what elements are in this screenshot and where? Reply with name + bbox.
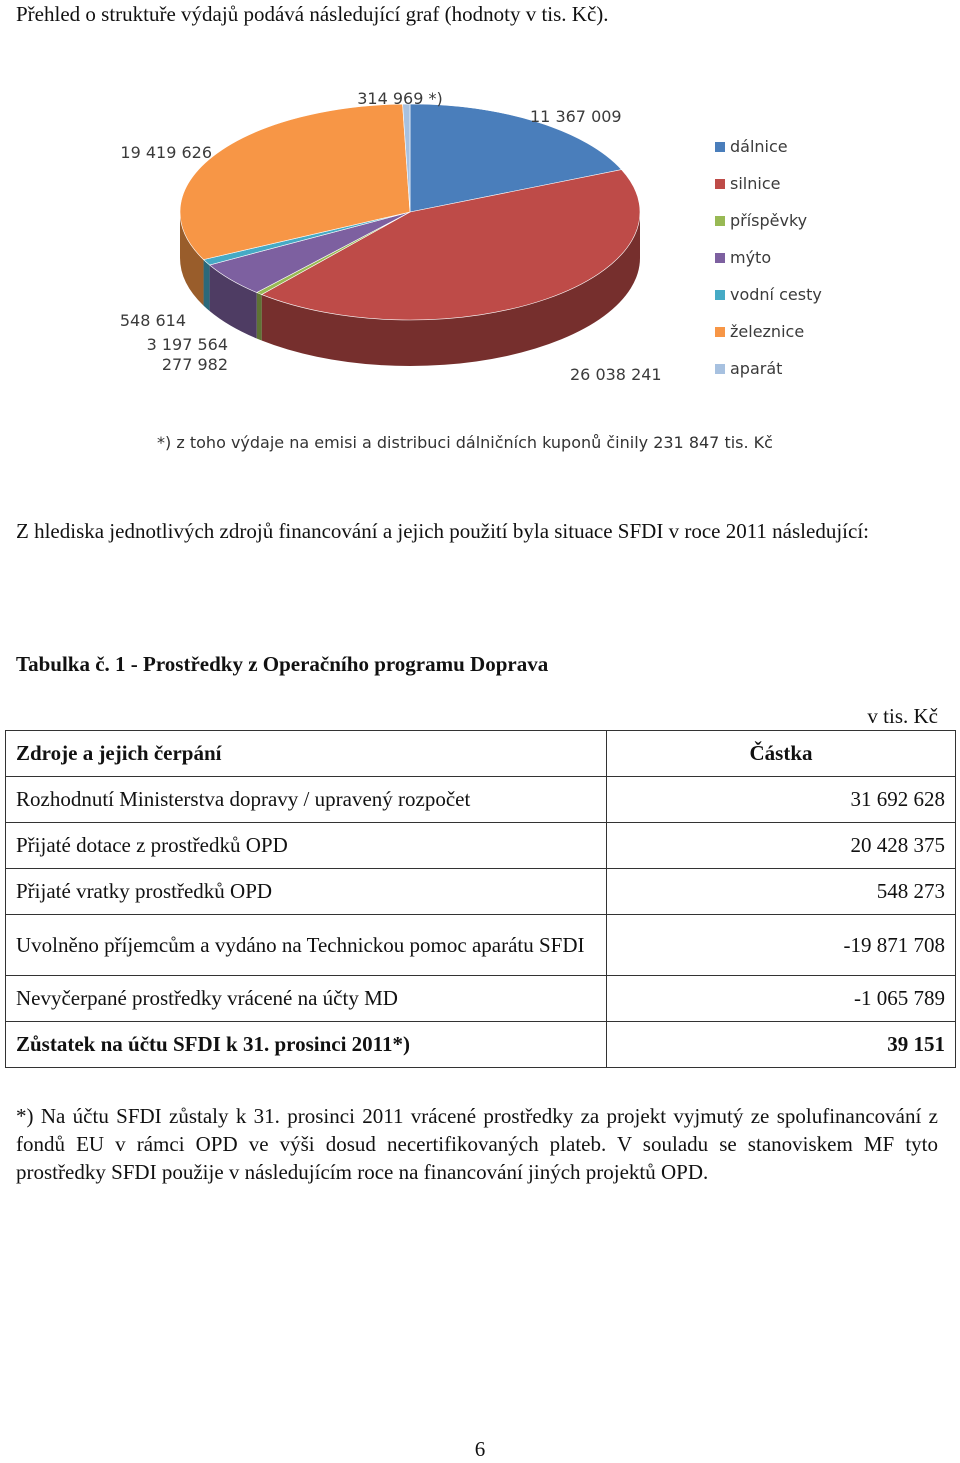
row-label: Přijaté dotace z prostředků OPD [6, 823, 607, 869]
table-header-row [6, 731, 956, 777]
funding-paragraph: Z hlediska jednotlivých zdrojů financování a jejich použití byla situace SFDI v roce 2011 následující: [16, 519, 869, 543]
row-value: 31 692 628 [607, 777, 956, 823]
row-label: Uvolněno příjemcům a vydáno na Technickou pomoc aparátu SFDI [6, 915, 607, 976]
row-value: 39 151 [607, 1022, 956, 1068]
data-label-3: 3 197 564 [146, 335, 228, 354]
row-value: -19 871 708 [607, 915, 956, 976]
legend-swatch-0 [715, 142, 725, 152]
data-label-0: 11 367 009 [530, 107, 622, 126]
legend-label-4: vodní cesty [730, 285, 822, 304]
pie-layer [180, 104, 640, 366]
row-label: Rozhodnutí Ministerstva dopravy / upravený rozpočet [6, 777, 607, 823]
row-label: Zůstatek na účtu SFDI k 31. prosinci 2011*) [6, 1022, 607, 1068]
header-sources: Zdroje a jejich čerpání [6, 731, 607, 777]
row-value: 548 273 [607, 869, 956, 915]
chart-footnote: *) z toho výdaje na emisi a distribuci dálničních kuponů činily 231 847 tis. Kč [157, 433, 773, 452]
legend-label-3: mýto [730, 248, 772, 267]
slice-side-2 [257, 293, 262, 341]
legend-swatch-2 [715, 216, 725, 226]
data-label-6: 314 969 *) [357, 89, 443, 108]
row-value: -1 065 789 [607, 976, 956, 1022]
row-label: Nevyčerpané prostředky vrácené na účty MD [6, 976, 607, 1022]
slice-side-4 [204, 260, 210, 311]
opd-funds-table [5, 730, 956, 1068]
data-label-2: 277 982 [161, 355, 228, 374]
legend-label-6: aparát [730, 359, 783, 378]
data-label-5: 19 419 626 [120, 143, 212, 162]
row-label: Přijaté vratky prostředků OPD [6, 869, 607, 915]
table-row [6, 869, 956, 915]
legend-label-1: silnice [730, 174, 781, 193]
legend-swatch-3 [715, 253, 725, 263]
data-label-1: 26 038 241 [570, 365, 662, 384]
legend-label-5: železnice [730, 322, 805, 341]
table-row [6, 915, 956, 976]
table-row [6, 976, 956, 1022]
table-footnote: *) Na účtu SFDI zůstaly k 31. prosinci 2011 vrácené prostředky za projekt vyjmutý ze spolufinancování z fondů EU v rámci OPD ve výši dosud necertifikovaných plateb. V souladu se stanoviskem MF tyto prostředky SFDI použije v následujícím roce na financování jiných projektů OPD. [16, 1104, 938, 1184]
table-row-total [6, 1022, 956, 1068]
legend-label-0: dálnice [730, 137, 788, 156]
unit-label: v tis. Kč [867, 704, 938, 728]
legend-swatch-5 [715, 327, 725, 337]
legend-swatch-6 [715, 364, 725, 374]
row-value: 20 428 375 [607, 823, 956, 869]
header-amount: Částka [607, 731, 956, 777]
table-caption: Tabulka č. 1 - Prostředky z Operačního programu Doprava [16, 652, 549, 676]
intro-paragraph: Přehled o struktuře výdajů podává následující graf (hodnoty v tis. Kč). [16, 2, 609, 26]
expenditure-pie-chart [100, 72, 860, 462]
page-number: 6 [474, 1437, 486, 1461]
legend-label-2: příspěvky [730, 211, 808, 230]
chart-legend [715, 137, 822, 378]
table-row [6, 823, 956, 869]
data-label-4: 548 614 [119, 311, 186, 330]
legend-swatch-1 [715, 179, 725, 189]
table-row [6, 777, 956, 823]
legend-swatch-4 [715, 290, 725, 300]
